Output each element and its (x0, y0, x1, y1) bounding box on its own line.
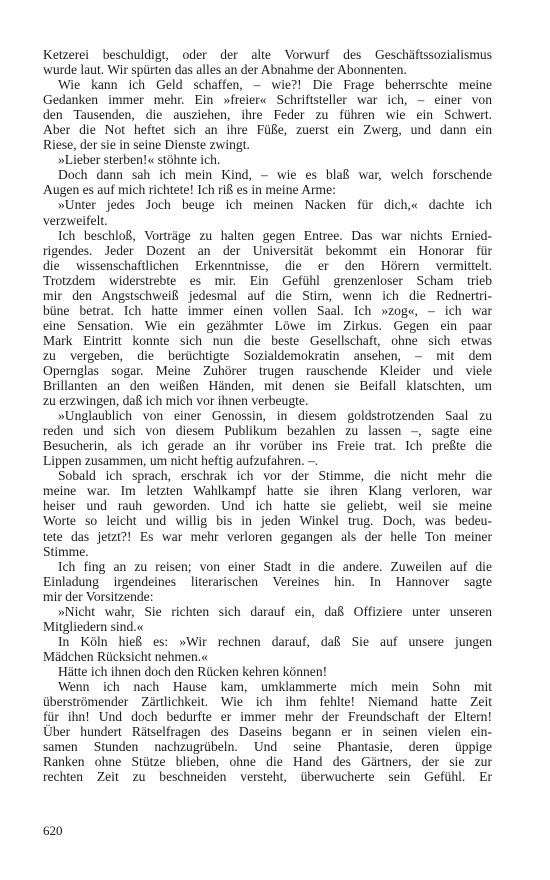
text-line: Ketzerei beschuldigt, oder der alte Vorwurf des Geschäftssozialismus (43, 47, 492, 62)
text-line: Wenn ich nach Hause kam, umklammerte mich mein Sohn mit (58, 678, 492, 694)
text-line: Augen es auf mich richtete! Ich riß es in meine Arme: (43, 182, 336, 198)
text-line: meine war. Im letzten Wahlkampf hatte sie ihren Klang verloren, war (43, 483, 492, 499)
text-line: Ich beschloß, Vorträge zu halten gegen Entree. Das war nichts Ernied- (58, 227, 492, 243)
text-line: heiser und rauh geworden. Und ich hatte sie geliebt, weil sie meine (43, 498, 492, 514)
text-line: Hätte ich ihnen doch den Rücken kehren können! (58, 663, 328, 679)
text-line: Worte so leicht und willig bis in jeden Winkel trug. Doch, was bedeu- (43, 513, 492, 529)
text-line: Besucherin, als ich gerade an ihr vorüber ins Freie trat. Ich preßte die (43, 438, 492, 454)
text-line: Mitgliedern sind.« (43, 618, 144, 634)
text-line: rigendes. Jeder Dozent an der Universität bekommt ein Honorar für (43, 242, 492, 258)
text-line: In Köln hieß es: »Wir rechnen darauf, daß Sie auf unsere jungen (58, 633, 492, 649)
text-line: »Unglaublich von einer Genossin, in diesem goldstrotzenden Saal zu (58, 408, 492, 424)
text-line: Aber die Not heftet sich an ihre Füße, zuerst ein Zwerg, und dann ein (43, 122, 492, 138)
text-line: verzweifelt. (43, 212, 108, 228)
text-line: für ihn! Und doch bedurfte er immer mehr der Freundschaft der Eltern! (43, 709, 492, 725)
text-line: mir der Vorsitzende: (43, 588, 154, 604)
text-line: wurde laut. Wir spürten das alles an der Abnahme der Abonnenten. (43, 62, 407, 78)
text-line: rechten Zeit zu beschneiden versteht, überwucherte sein Gefühl. Er (43, 769, 492, 785)
text-line: Mark Eintritt konnte sich nun die beste Gesellschaft, ohne sich etwas (43, 332, 492, 348)
text-line: büne betrat. Ich hatte immer einen vollen Saal. Ich »zog«, – ich war (43, 302, 492, 318)
text-line: Brillanten an den weißen Händen, mit denen sie Beifall klatschten, um (43, 378, 492, 394)
page-number: 620 (43, 823, 63, 838)
text-line: Riese, der sie in seine Dienste zwingt. (43, 137, 250, 153)
text-line: mir den Angstschweiß jedesmal auf die Stirn, wenn ich die Rednertri- (43, 287, 492, 303)
text-line: die wissenschaftlichen Erkenntnisse, die er den Hörern vermittelt. (43, 257, 492, 273)
text-line: Ich fing an zu reisen; von einer Stadt in die andere. Zuweilen auf die (58, 558, 492, 574)
text-line: Stimme. (43, 543, 89, 559)
text-line: »Nicht wahr, Sie richten sich darauf ein, daß Offiziere unter unseren (58, 603, 492, 619)
text-line: Trotzdem widerstrebte es mir. Ein Gefühl grenzenloser Scham trieb (43, 272, 492, 288)
text-line: Doch dann sah ich mein Kind, – wie es blaß war, welch forschende (58, 167, 492, 183)
page-text-block (43, 47, 492, 784)
text-line: Über hundert Rätselfragen des Daseins begann er in seinen vielen ein- (43, 724, 492, 740)
text-line: Gedanken immer mehr. Ein »freier« Schriftsteller war ich, – einer von (43, 92, 492, 108)
text-line: »Lieber sterben!« stöhnte ich. (58, 152, 221, 168)
text-line: zu vergeben, die berüchtigte Sozialdemokratin ansehen, – mit dem (43, 347, 492, 363)
text-line: Sobald ich sprach, erschrak ich vor der Stimme, die nicht mehr die (58, 468, 492, 484)
text-line: eine Sensation. Wie ein gezähmter Löwe im Zirkus. Gegen ein paar (43, 317, 492, 333)
text-line: reden und sich von diesem Publikum bezahlen zu lassen –, sagte eine (43, 423, 492, 439)
text-line: »Unter jedes Joch beuge ich meinen Nacken für dich,« dachte ich (58, 197, 492, 213)
text-line: tete das jetzt?! Es war mehr verloren gegangen als der helle Ton meiner (43, 528, 492, 544)
text-line: samen Stunden nachzugrübeln. Und seine Phantasie, deren üppige (43, 739, 492, 755)
text-line: Lippen zusammen, um nicht heftig aufzufahren. –. (43, 453, 319, 469)
text-line: Wie kann ich Geld schaffen, – wie?! Die Frage beherrschte meine (58, 77, 492, 93)
text-line: Opernglas sogar. Meine Zuhörer trugen rauschende Kleider und viele (43, 362, 492, 378)
text-line: Einladung irgendeines literarischen Vereines hin. In Hannover sagte (43, 573, 492, 589)
text-line: Mädchen Rücksicht nehmen.« (43, 648, 208, 664)
text-line: Ranken ohne Stütze blieben, ohne die Hand des Gärtners, der sie zur (43, 754, 492, 770)
text-line: zu erzwingen, daß ich mich vor ihnen verbeugte. (43, 393, 309, 409)
text-line: den Tausenden, die ausziehen, ihre Feder zu führen wie ein Schwert. (43, 107, 492, 123)
text-line: überströmender Zärtlichkeit. Wie ich ihm fehlte! Niemand hatte Zeit (43, 694, 492, 710)
